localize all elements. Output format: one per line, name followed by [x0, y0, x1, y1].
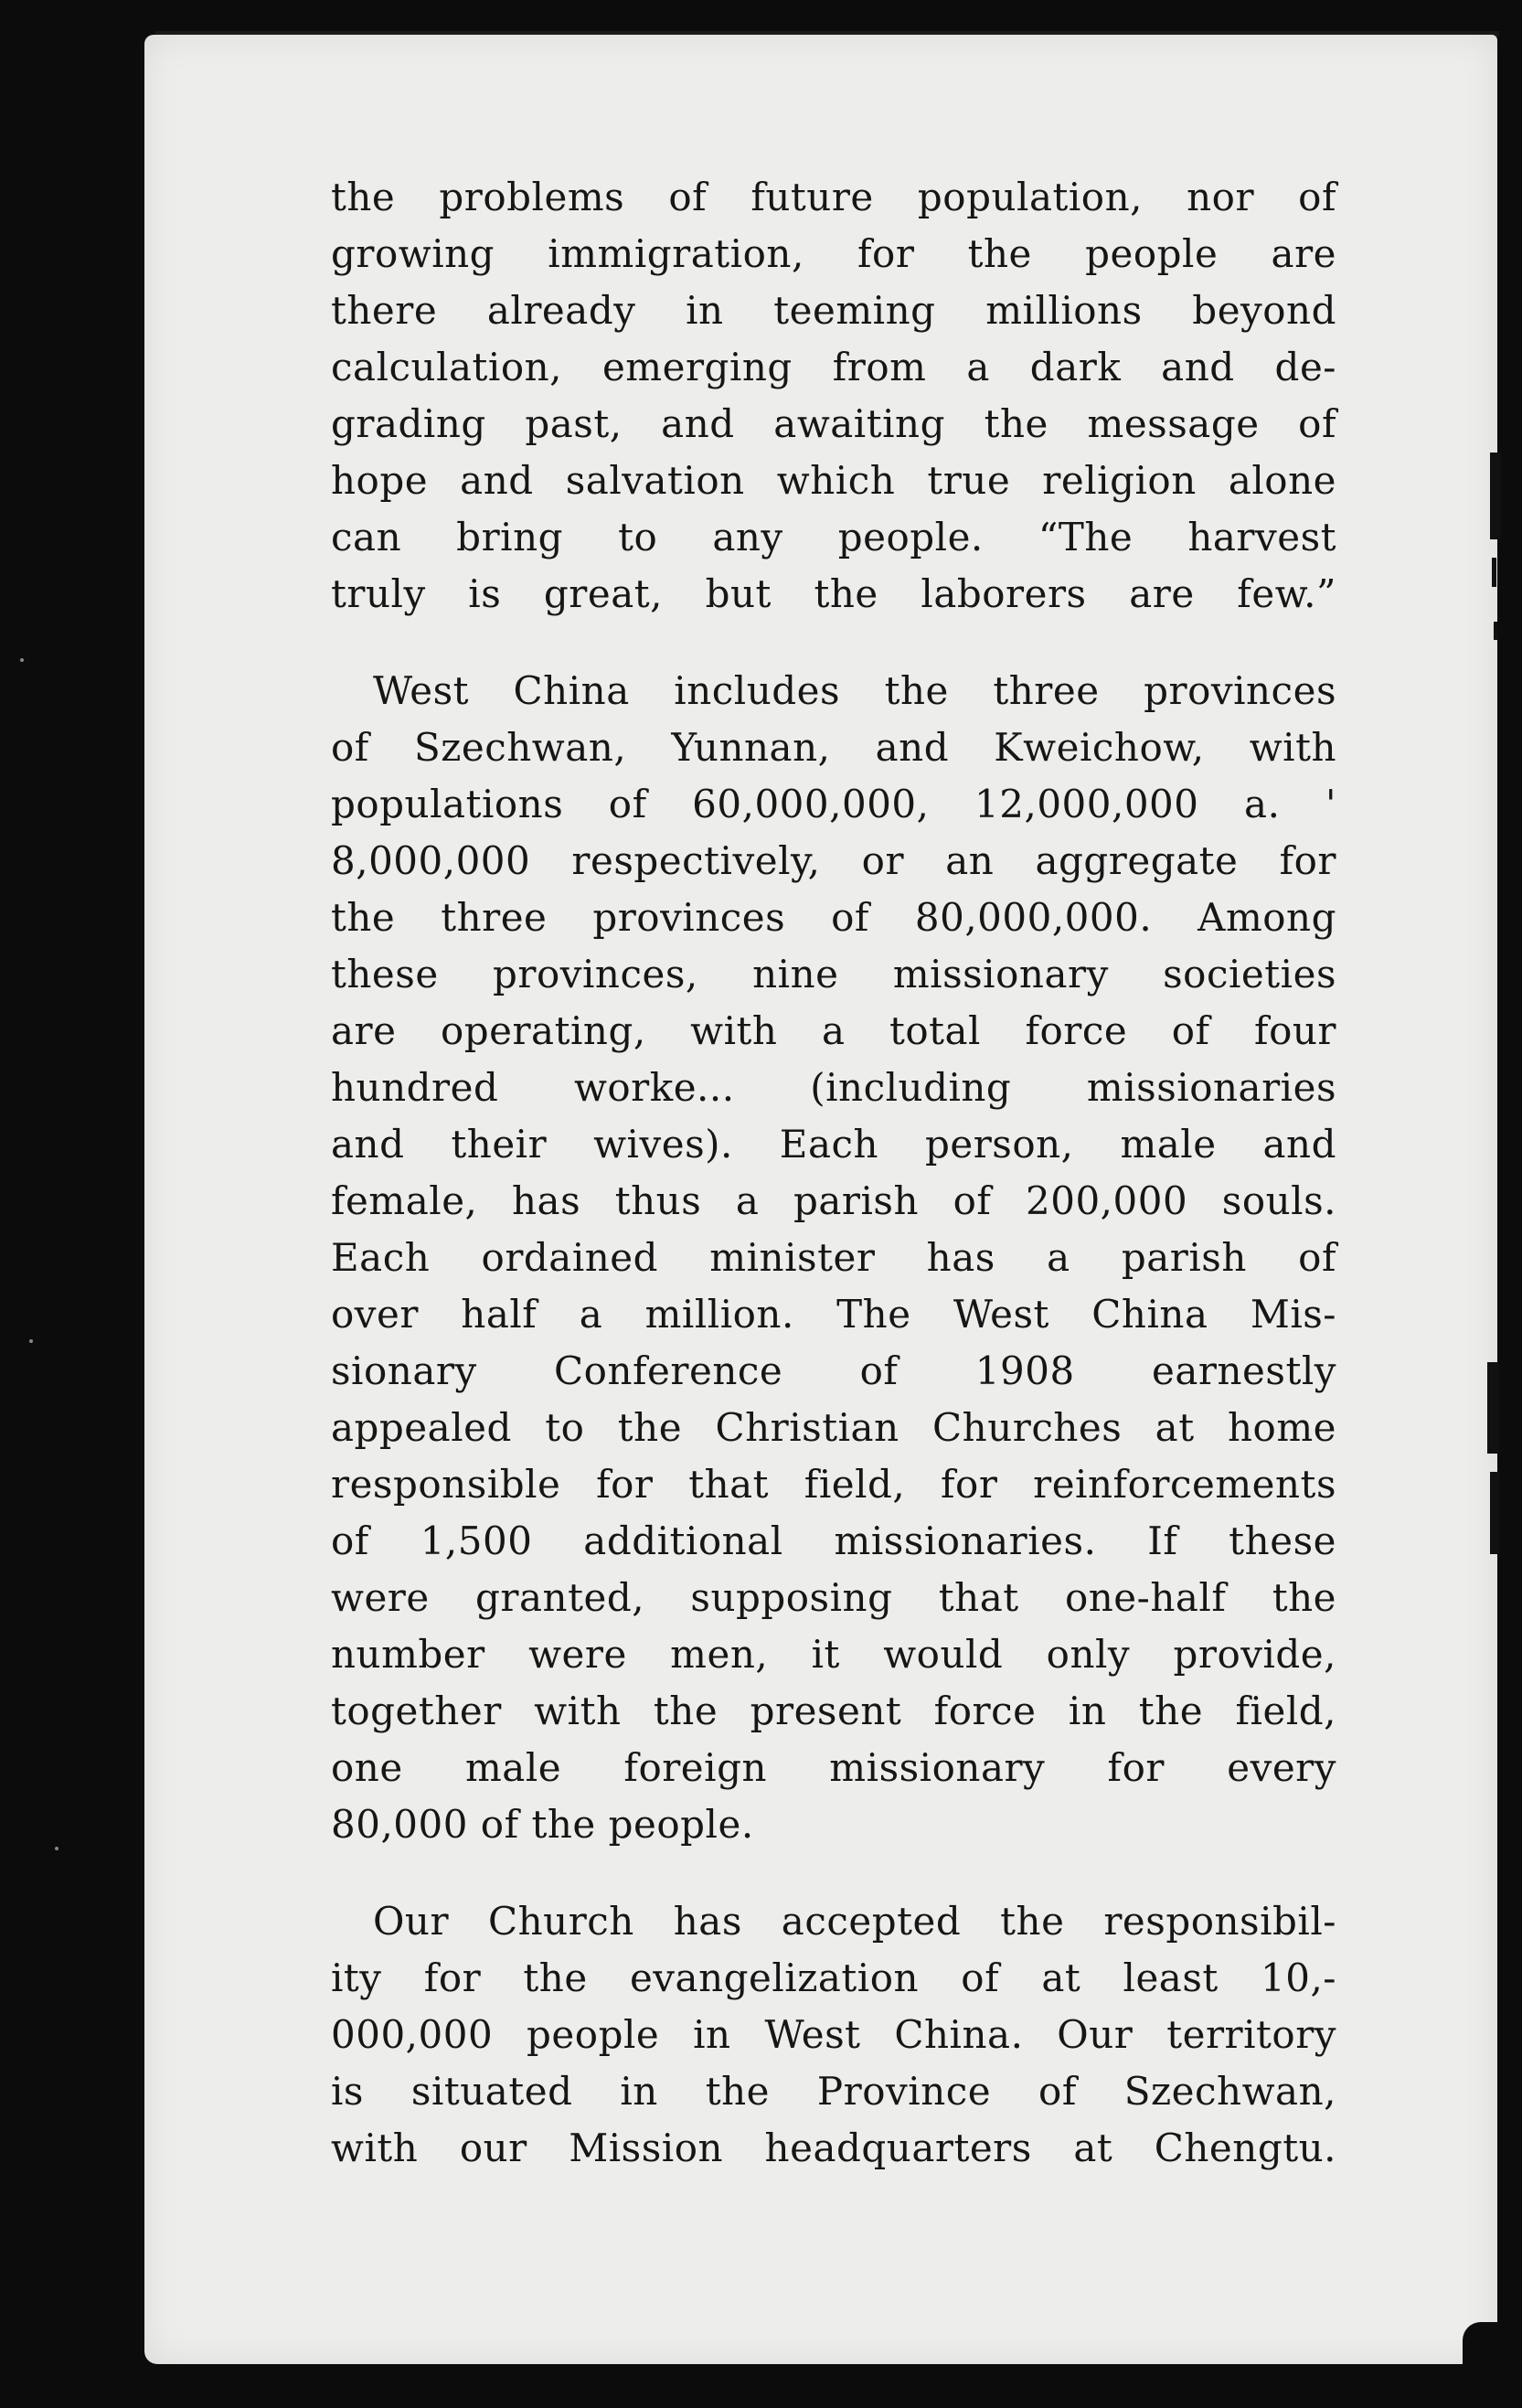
margin-mark: [1492, 558, 1496, 587]
text-line: 80,000 of the people.: [331, 1802, 754, 1847]
text-line: with our Mission headquarters at Chengtu.: [331, 2126, 1336, 2170]
text-line: ity for the evangelization of at least 10,-: [331, 1955, 1336, 2000]
text-line: appealed to the Christian Churches at home: [331, 1405, 1336, 1450]
text-line: Our Church has accepted the responsibil-: [373, 1899, 1336, 1944]
text-line: of Szechwan, Yunnan, and Kweichow, with: [331, 725, 1336, 770]
text-line: truly is great, but the laborers are few.”: [331, 571, 1336, 616]
text-line: responsible for that field, for reinforcements: [331, 1462, 1336, 1507]
text-line: one male foreign missionary for every: [331, 1745, 1336, 1790]
text-line: hope and salvation which true religion alone: [331, 458, 1336, 503]
text-line: 8,000,000 respectively, or an aggregate for: [331, 838, 1336, 883]
scan-speck: [29, 1339, 33, 1343]
margin-mark: [1490, 453, 1501, 539]
text-line: sionary Conference of 1908 earnestly: [331, 1348, 1336, 1393]
text-line: together with the present force in the field,: [331, 1689, 1336, 1733]
text-line: of 1,500 additional missionaries. If these: [331, 1518, 1336, 1563]
page-body-text: [331, 169, 1336, 2177]
text-line: 000,000 people in West China. Our territory: [331, 2012, 1336, 2057]
text-line: hundred worke... (including missionaries: [331, 1065, 1336, 1110]
text-line: the problems of future population, nor of: [331, 175, 1336, 219]
margin-mark: [1487, 1362, 1499, 1454]
text-line: there already in teeming millions beyond: [331, 288, 1336, 333]
scan-blot: [1463, 2322, 1522, 2377]
paragraph-1: [331, 169, 1336, 623]
margin-mark: [1490, 1472, 1499, 1554]
text-line: is situated in the Province of Szechwan,: [331, 2069, 1336, 2114]
text-line: West China includes the three provinces: [373, 668, 1336, 713]
text-line: these provinces, nine missionary societies: [331, 952, 1336, 996]
text-line: populations of 60,000,000, 12,000,000 a. ': [331, 782, 1336, 826]
text-line: can bring to any people. “The harvest: [331, 515, 1336, 559]
text-line: and their wives). Each person, male and: [331, 1122, 1336, 1167]
text-line: female, has thus a parish of 200,000 souls.: [331, 1178, 1336, 1223]
text-line: calculation, emerging from a dark and de-: [331, 345, 1336, 389]
paragraph-3: [331, 1893, 1336, 2177]
text-line: were granted, supposing that one-half the: [331, 1575, 1336, 1620]
text-line: are operating, with a total force of four: [331, 1008, 1336, 1053]
text-line: over half a million. The West China Mis-: [331, 1292, 1336, 1337]
text-line: the three provinces of 80,000,000. Among: [331, 895, 1336, 940]
scan-speck: [55, 1847, 59, 1850]
text-line: growing immigration, for the people are: [331, 231, 1336, 276]
scan-speck: [20, 658, 24, 662]
text-line: grading past, and awaiting the message of: [331, 401, 1336, 446]
text-line: Each ordained minister has a parish of: [331, 1235, 1336, 1280]
text-line: number were men, it would only provide,: [331, 1632, 1336, 1677]
margin-mark: [1494, 622, 1497, 640]
paragraph-2: [331, 663, 1336, 1853]
